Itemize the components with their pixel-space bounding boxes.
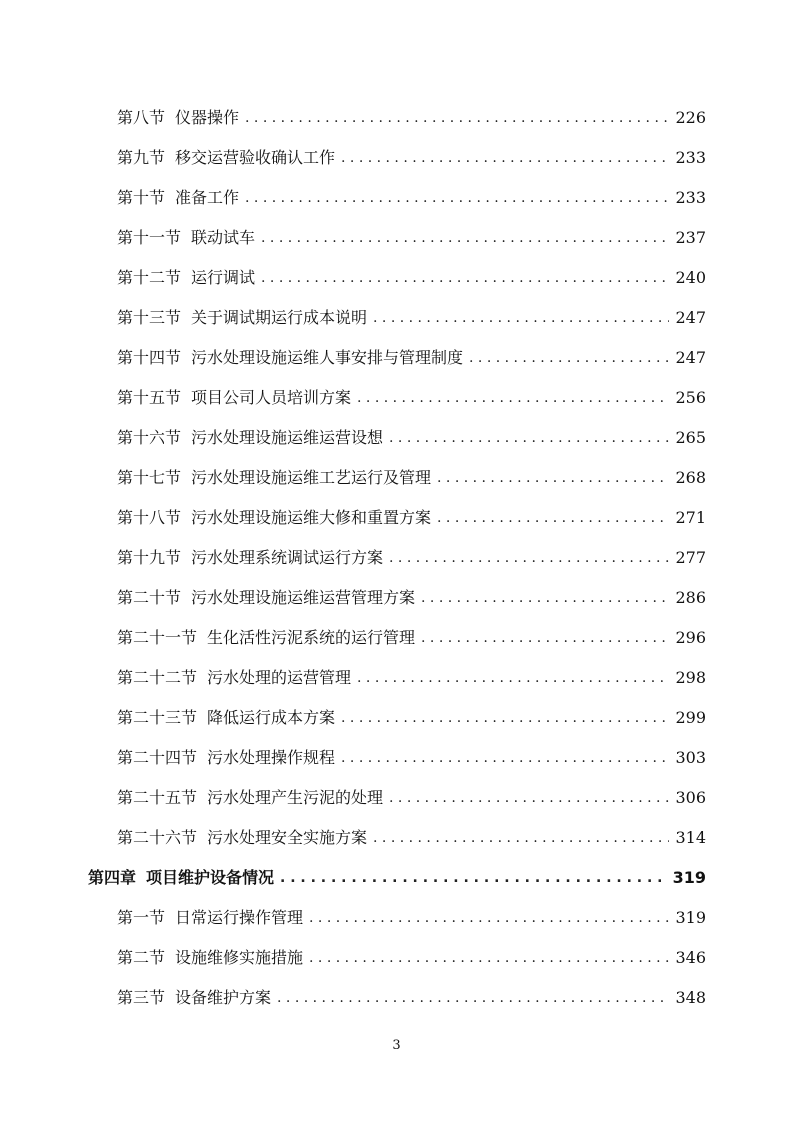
toc-entry-title: 设施维修实施措施 (175, 948, 304, 967)
toc-entry-page: 346 (675, 948, 706, 967)
toc-section-entry[interactable] (0, 734, 793, 774)
dot-leader (261, 228, 669, 248)
toc-entry-page: 240 (675, 268, 706, 287)
toc-entry-number: 第八节 (117, 108, 166, 127)
toc-entry-page: 299 (675, 708, 706, 727)
dot-leader (280, 868, 667, 888)
toc-entry-page: 319 (675, 908, 706, 927)
toc-section-entry[interactable] (0, 614, 793, 654)
table-of-contents (0, 94, 793, 1014)
page-number-footer: 3 (392, 1038, 401, 1053)
toc-section-entry[interactable] (0, 414, 793, 454)
toc-entry-number: 第十八节 (117, 508, 182, 527)
toc-entry-title: 污水处理设施运维人事安排与管理制度 (191, 348, 464, 367)
toc-entry-page: 286 (675, 588, 706, 607)
toc-section-entry[interactable] (0, 934, 793, 974)
toc-entry-number: 第十九节 (117, 548, 182, 567)
dot-leader (341, 708, 669, 728)
toc-entry-title: 准备工作 (175, 188, 240, 207)
dot-leader (245, 188, 669, 208)
toc-entry-number: 第二节 (117, 948, 166, 967)
toc-entry-title: 降低运行成本方案 (207, 708, 336, 727)
toc-section-entry[interactable] (0, 454, 793, 494)
toc-entry-page: 306 (675, 788, 706, 807)
toc-entry-number: 第二十一节 (117, 628, 198, 647)
toc-entry-number: 第三节 (117, 988, 166, 1007)
toc-entry-number: 第十三节 (117, 308, 182, 327)
toc-entry-page: 348 (675, 988, 706, 1007)
dot-leader (341, 748, 669, 768)
toc-entry-title: 污水处理的运营管理 (207, 668, 352, 687)
toc-entry-page: 268 (675, 468, 706, 487)
toc-entry-number: 第二十二节 (117, 668, 198, 687)
toc-section-entry[interactable] (0, 254, 793, 294)
toc-entry-page: 296 (675, 628, 706, 647)
toc-entry-number: 第二十三节 (117, 708, 198, 727)
dot-leader (389, 788, 669, 808)
toc-entry-title: 项目公司人员培训方案 (191, 388, 352, 407)
toc-entry-page: 247 (675, 348, 706, 367)
dot-leader (309, 908, 669, 928)
toc-entry-page: 233 (675, 188, 706, 207)
toc-section-entry[interactable] (0, 334, 793, 374)
toc-section-entry[interactable] (0, 574, 793, 614)
toc-chapter-entry[interactable] (0, 854, 793, 894)
toc-entry-page: 319 (672, 868, 706, 887)
toc-section-entry[interactable] (0, 374, 793, 414)
toc-entry-page: 271 (675, 508, 706, 527)
dot-leader (389, 548, 669, 568)
toc-entry-title: 污水处理系统调试运行方案 (191, 548, 384, 567)
toc-section-entry[interactable] (0, 534, 793, 574)
dot-leader (373, 308, 669, 328)
toc-entry-title: 联动试车 (191, 228, 256, 247)
dot-leader (421, 588, 669, 608)
toc-section-entry[interactable] (0, 974, 793, 1014)
dot-leader (437, 508, 669, 528)
dot-leader (309, 948, 669, 968)
toc-entry-title: 运行调试 (191, 268, 256, 287)
toc-section-entry[interactable] (0, 894, 793, 934)
toc-entry-title: 污水处理设施运维工艺运行及管理 (191, 468, 432, 487)
toc-entry-page: 303 (675, 748, 706, 767)
toc-section-entry[interactable] (0, 94, 793, 134)
toc-entry-number: 第一节 (117, 908, 166, 927)
toc-entry-title: 污水处理设施运维运营设想 (191, 428, 384, 447)
dot-leader (389, 428, 669, 448)
toc-entry-title: 关于调试期运行成本说明 (191, 308, 368, 327)
toc-entry-page: 265 (675, 428, 706, 447)
toc-entry-number: 第十六节 (117, 428, 182, 447)
toc-section-entry[interactable] (0, 294, 793, 334)
dot-leader (421, 628, 669, 648)
toc-entry-title: 污水处理操作规程 (207, 748, 336, 767)
toc-entry-number: 第四章 (88, 868, 137, 887)
toc-section-entry[interactable] (0, 774, 793, 814)
toc-entry-number: 第十七节 (117, 468, 182, 487)
dot-leader (469, 348, 669, 368)
toc-section-entry[interactable] (0, 174, 793, 214)
toc-entry-title: 污水处理设施运维大修和重置方案 (191, 508, 432, 527)
toc-entry-title: 污水处理产生污泥的处理 (207, 788, 384, 807)
dot-leader (357, 668, 669, 688)
toc-entry-number: 第二十五节 (117, 788, 198, 807)
toc-entry-title: 生化活性污泥系统的运行管理 (207, 628, 416, 647)
toc-entry-number: 第十二节 (117, 268, 182, 287)
toc-entry-page: 247 (675, 308, 706, 327)
toc-entry-page: 256 (675, 388, 706, 407)
dot-leader (277, 988, 669, 1008)
toc-entry-title: 移交运营验收确认工作 (175, 148, 336, 167)
toc-section-entry[interactable] (0, 814, 793, 854)
toc-entry-title: 仪器操作 (175, 108, 240, 127)
toc-entry-title: 污水处理安全实施方案 (207, 828, 368, 847)
toc-section-entry[interactable] (0, 694, 793, 734)
toc-entry-number: 第二十四节 (117, 748, 198, 767)
toc-entry-page: 314 (675, 828, 706, 847)
dot-leader (261, 268, 669, 288)
toc-entry-page: 298 (675, 668, 706, 687)
toc-entry-title: 日常运行操作管理 (175, 908, 304, 927)
dot-leader (245, 108, 669, 128)
toc-entry-page: 277 (675, 548, 706, 567)
toc-entry-number: 第二十六节 (117, 828, 198, 847)
toc-section-entry[interactable] (0, 214, 793, 254)
dot-leader (373, 828, 669, 848)
toc-entry-number: 第十一节 (117, 228, 182, 247)
toc-entry-number: 第二十节 (117, 588, 182, 607)
toc-section-entry[interactable] (0, 494, 793, 534)
dot-leader (437, 468, 669, 488)
toc-entry-number: 第九节 (117, 148, 166, 167)
toc-entry-page: 226 (675, 108, 706, 127)
toc-entry-number: 第十四节 (117, 348, 182, 367)
toc-entry-number: 第十节 (117, 188, 166, 207)
dot-leader (341, 148, 669, 168)
toc-entry-title: 污水处理设施运维运营管理方案 (191, 588, 416, 607)
toc-section-entry[interactable] (0, 654, 793, 694)
toc-entry-number: 第十五节 (117, 388, 182, 407)
toc-entry-title: 项目维护设备情况 (146, 868, 275, 887)
toc-entry-page: 237 (675, 228, 706, 247)
dot-leader (357, 388, 669, 408)
toc-section-entry[interactable] (0, 134, 793, 174)
toc-entry-page: 233 (675, 148, 706, 167)
toc-entry-title: 设备维护方案 (175, 988, 272, 1007)
